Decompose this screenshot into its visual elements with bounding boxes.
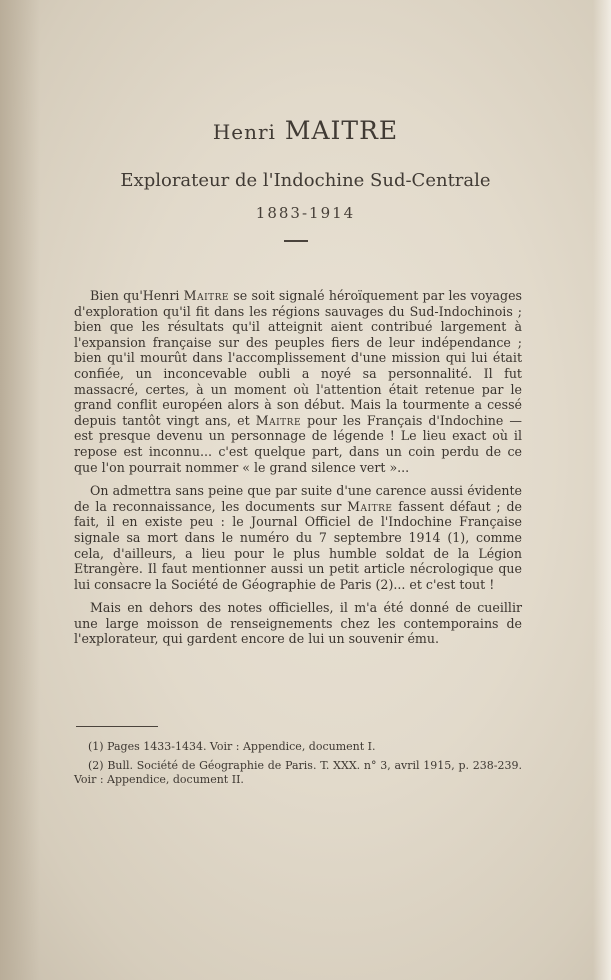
page-subtitle: Explorateur de l'Indochine Sud-Centrale: [120, 170, 491, 191]
ornament-dash: [284, 240, 308, 242]
body-text: [74, 288, 522, 655]
paragraph-3: Mais en dehors des notes officielles, il m'a été donné de cueillir une large moisson de renseignements chez les contemporains de l'explorateur, qui gardent encore de lui un souvenir ému.: [74, 600, 522, 647]
title-last-name: MAITRE: [284, 116, 399, 145]
p1-text-c: pour les Français d'Indochine — est presque devenu un personnage de légende ! Le lieu exact où il repose est inconnu... c'est quelque part, dans un coin perdu de ce que l'on pourrait nommer « le grand silence vert »...: [74, 412, 522, 475]
p1-name-1: Maitre: [183, 288, 229, 303]
p1-text-a: Bien qu'Henri: [90, 288, 184, 303]
paragraph-1: [74, 288, 522, 475]
p2-text-b: fassent défaut ; de fait, il en existe peu : le Journal Officiel de l'Indochine Française signale sa mort dans le numéro du 7 septembre 1914 (1), comme cela, d'ailleurs, a lieu pour le plus humble soldat de la Légion Etrangère. Il faut mentionner aussi un petit article nécrologique que lui consacre la Société de Géographie de Paris (2)... et c'est tout !: [74, 498, 522, 592]
paragraph-2: [74, 483, 522, 592]
life-dates: 1883-1914: [255, 204, 356, 222]
p2-name: Maitre: [347, 498, 393, 514]
footnote-1: (1) Pages 1433-1434. Voir : Appendice, document I.: [88, 740, 376, 753]
title-first-name: Henri: [212, 120, 276, 144]
p1-text-b: se soit signalé héroïquement par les voyages d'exploration qu'il fit dans les régions sauvages du Sud-Indochinois ; bien que les résultats qu'il atteignit aient contribué largement à l'expansion française sur des peuples fiers de leur indépendance ; bien qu'il mourût dans l'accomplissement d'une mission qui lui était confiée, un inconcevable oubli a noyé sa personnalité. Il fut massacré, certes, à un moment où l'attention était retenue par le grand conflit européen alors à son début. Mais la tourmente a cessé depuis tantôt vingt ans, et: [74, 288, 522, 428]
p1-name-2: Maitre: [255, 412, 302, 428]
footnote-2: (2) Bull. Société de Géographie de Paris. T. XXX. n° 3, avril 1915, p. 238-239. Voir : Appendice, document II.: [74, 758, 522, 786]
footnote-rule: [76, 726, 158, 727]
footnotes: [74, 740, 522, 792]
page-title: [0, 116, 611, 145]
p2-text-a: On admettra sans peine que par suite d'une carence aussi évidente de la reconnaissance, les documents sur: [74, 483, 522, 514]
